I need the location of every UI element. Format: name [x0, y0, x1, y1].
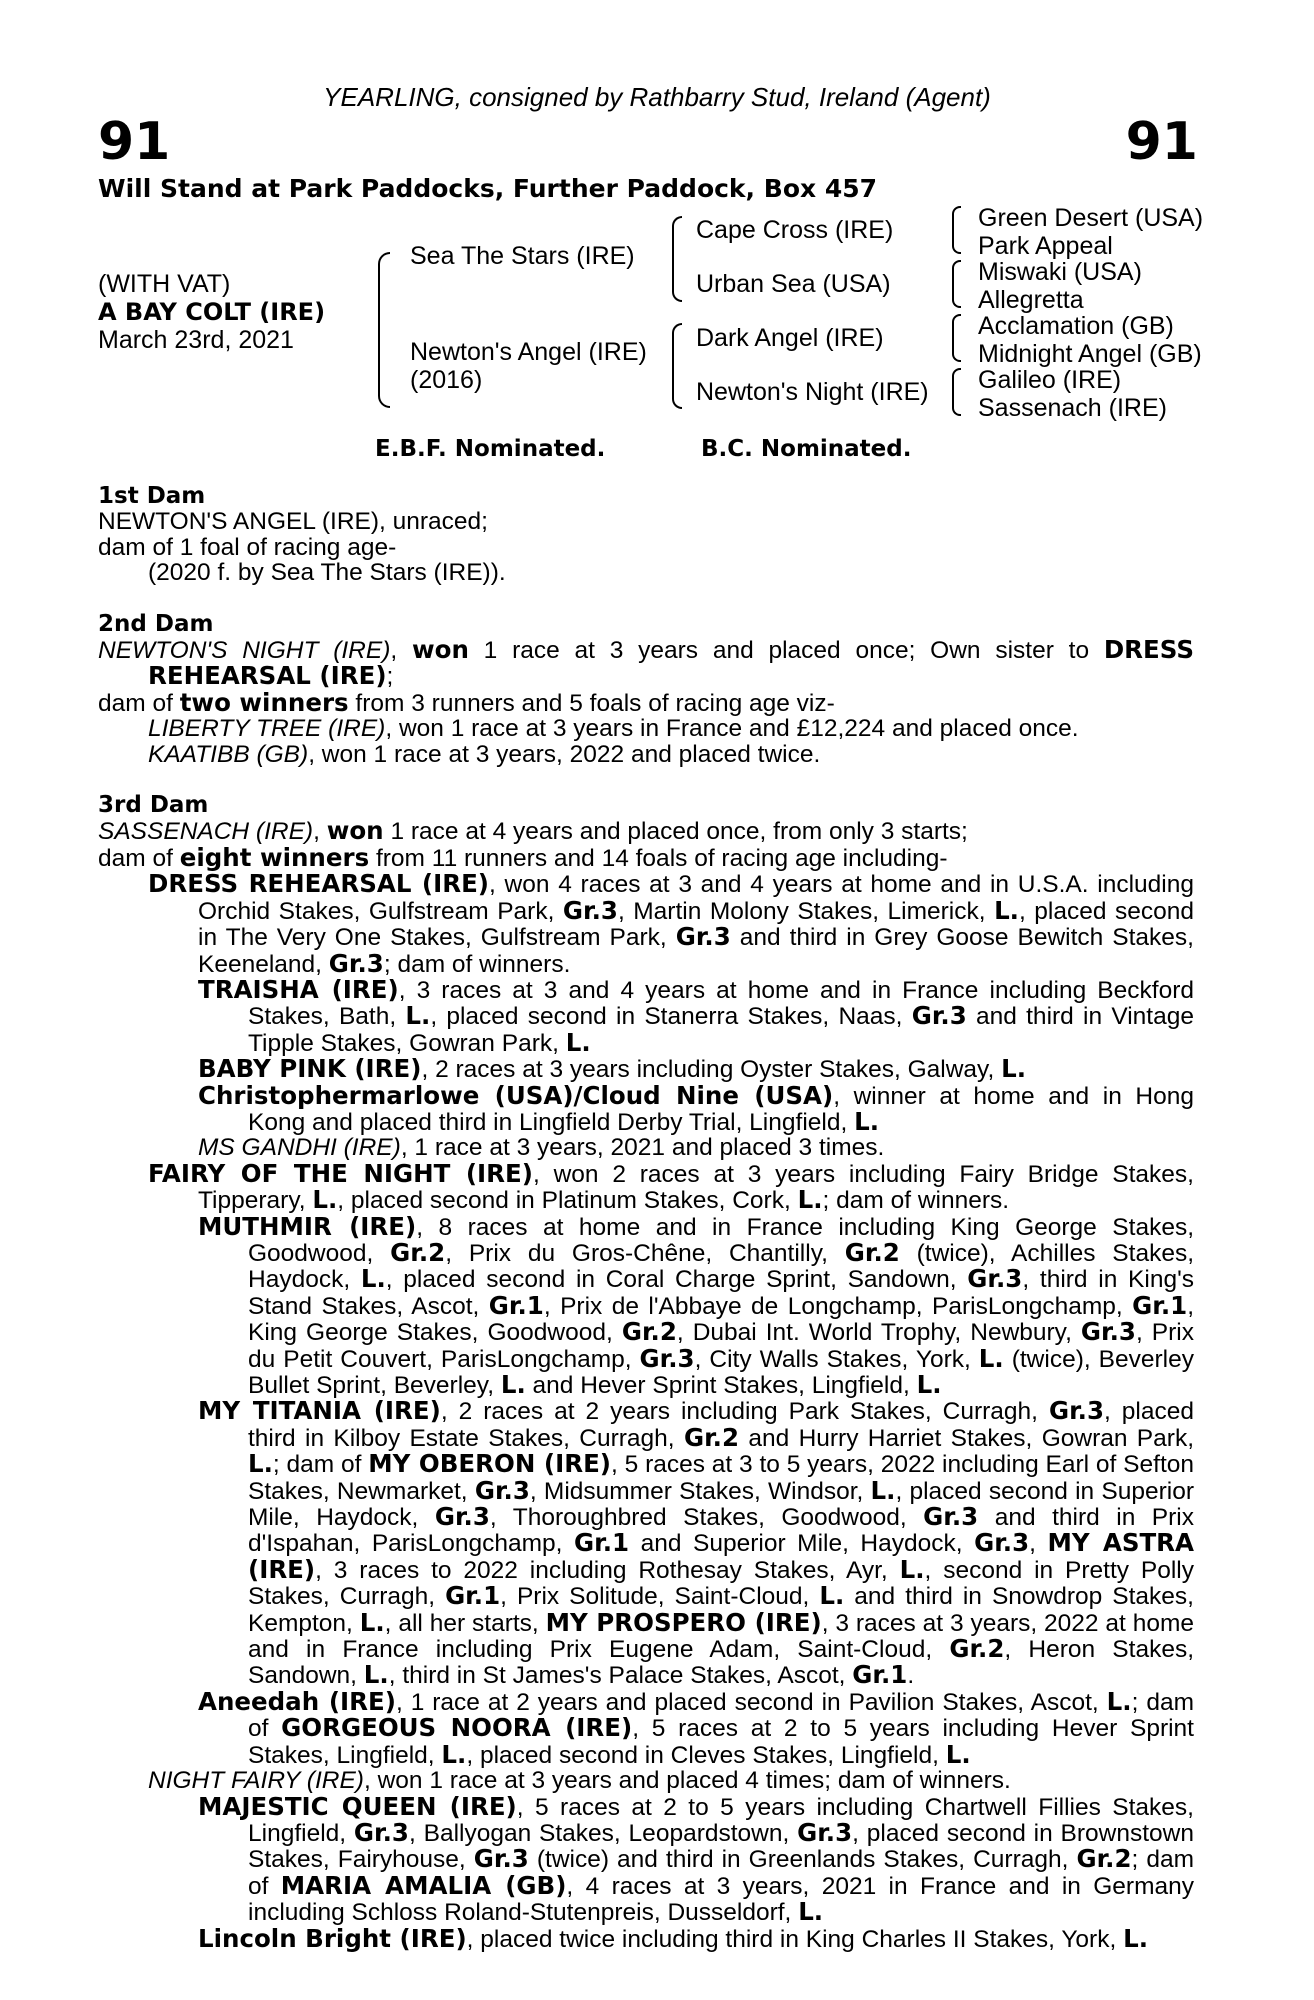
third-dam-entry: SASSENACH (IRE), won 1 race at 4 years and placed once, from only 3 starts; — [98, 816, 968, 846]
produce-night-fairy: NIGHT FAIRY (IRE), won 1 race at 3 years and placed 4 times; dam of winners. — [148, 1767, 1011, 1795]
second-dam-produce: dam of two winners from 3 runners and 5 foals of racing age viz- — [98, 687, 835, 717]
second-dam-heading: 2nd Dam — [98, 610, 214, 637]
produce-fairy-of-the-night: FAIRY OF THE NIGHT (IRE), won 2 races at 3 years including Fairy Bridge Stakes, Tipperary, L., placed second in Platinum Stakes, Cork, L.; dam of winners. — [148, 1158, 1194, 1215]
second-dam-entry: NEWTON'S NIGHT (IRE), won 1 race at 3 years and placed once; Own sister to DRESS REHEARSAL (IRE); — [98, 635, 1194, 691]
first-dam-entry: NEWTON'S ANGEL (IRE), unraced; dam of 1 foal of racing age- (2020 f. by Sea The Stars (IRE)). — [98, 508, 506, 587]
ebf-nomination: E.B.F. Nominated. — [375, 436, 606, 462]
gs-1: Green Desert (USA) — [978, 204, 1204, 232]
gs-5: Acclamation (GB) — [978, 312, 1174, 340]
bracket-3b — [952, 260, 961, 308]
gs-4: Allegretta — [978, 286, 1084, 314]
produce-baby-pink: BABY PINK (IRE), 2 races at 3 years including Oyster Stakes, Galway, L. — [198, 1054, 1027, 1084]
dam-sire: Dark Angel (IRE) — [696, 324, 884, 352]
produce-christophermarlowe: Christophermarlowe (USA)/Cloud Nine (USA), winner at home and in Hong Kong and placed third in Lingfield Derby Trial, Lingfield, L. — [198, 1080, 1194, 1136]
gs-7: Galileo (IRE) — [978, 366, 1122, 394]
produce-dress-rehearsal: DRESS REHEARSAL (IRE), won 4 races at 3 and 4 years at home and in U.S.A. including Orchid Stakes, Gulfstream Park, Gr.3, Martin Molony Stakes, Limerick, L., placed second in The Very One Stakes, Gulfstream Park, Gr.3 and third in Grey Goose Bewitch Stakes, Keeneland, Gr.3; dam of winners. — [148, 869, 1195, 978]
sire-sire: Cape Cross (IRE) — [696, 216, 894, 244]
vat-note: (WITH VAT) — [98, 270, 231, 298]
horse-name: A BAY COLT (IRE) — [98, 298, 326, 326]
foaling-date: March 23rd, 2021 — [98, 326, 294, 354]
consignor-line: YEARLING, consigned by Rathbarry Stud, Ireland (Agent) — [323, 82, 991, 112]
produce-my-titania: MY TITANIA (IRE), 2 races at 2 years including Park Stakes, Curragh, Gr.3, placed third in Kilboy Estate Stakes, Curragh, Gr.2 and Hurry Harriet Stakes, Gowran Park, L.; dam of MY OBERON (IRE), 5 races at 3 to 5 years, 2022 including Earl of Sefton Stakes, Newmarket, Gr.3, Midsummer Stakes, Windsor, L., placed second in Superior Mile, Haydock, Gr.3, Thoroughbred Stakes, Goodwood, Gr.3 and third in Prix d'Ispahan, ParisLongchamp, Gr.1 and Superior Mile, Haydock, Gr.3, MY ASTRA (IRE), 3 races to 2022 including Rothesay Stakes, Ayr, L., second in Pretty Polly Stakes, Curragh, Gr.1, Prix Solitude, Saint-Cloud, L. and third in Snowdrop Stakes, Kempton, L., all her starts, MY PROSPERO (IRE), 3 races at 3 years, 2022 at home and in France including Prix Eugene Adam, Saint-Cloud, Gr.2, Heron Stakes, Sandown, L., third in St James's Palace Stakes, Ascot, Gr.1. — [198, 1396, 1195, 1690]
produce-traisha: TRAISHA (IRE), 3 races at 3 and 4 years at home and in France including Beckford Stakes, Bath, L., placed second in Stanerra Stakes, Naas, Gr.3 and third in Vintage Tipple Stakes, Gowran Park, L. — [198, 974, 1194, 1057]
gs-2: Park Appeal — [978, 232, 1113, 260]
third-dam-produce: dam of eight winners from 11 runners and 14 foals of racing age including- — [98, 842, 948, 872]
first-dam-heading: 1st Dam — [98, 483, 206, 509]
produce-muthmir: MUTHMIR (IRE), 8 races at home and in France including King George Stakes, Goodwood, Gr.2, Prix du Gros-Chêne, Chantilly, Gr.2 (twice), Achilles Stakes, Haydock, L., placed second in Coral Charge Sprint, Sandown, Gr.3, third in King's Stand Stakes, Ascot, Gr.1, Prix de l'Abbaye de Longchamp, ParisLongchamp, Gr.1, King George Stakes, Goodwood, Gr.2, Dubai Int. World Trophy, Newbury, Gr.3, Prix du Petit Couvert, ParisLongchamp, Gr.3, City Walls Stakes, York, L. (twice), Beverley Bullet Sprint, Beverley, L. and Hever Sprint Stakes, Lingfield, L. — [198, 1211, 1195, 1399]
dam: Newton's Angel (IRE) — [410, 338, 647, 366]
third-dam-heading: 3rd Dam — [98, 792, 209, 819]
bracket-3c — [952, 314, 961, 362]
bracket-3d — [952, 368, 961, 416]
lot-number-left: 91 — [98, 112, 171, 172]
produce-record — [98, 484, 1194, 1952]
sire-dam: Urban Sea (USA) — [696, 270, 891, 298]
gs-6: Midnight Angel (GB) — [978, 340, 1202, 368]
produce-liberty-tree: LIBERTY TREE (IRE), won 1 race at 3 years in France and £12,224 and placed once. — [148, 715, 1079, 743]
produce-lincoln-bright: Lincoln Bright (IRE), placed twice including third in King Charles II Stakes, York, L. — [198, 1923, 1148, 1953]
produce-majestic-queen: MAJESTIC QUEEN (IRE), 5 races at 2 to 5 years including Chartwell Fillies Stakes, Lingfield, Gr.3, Ballyogan Stakes, Leopardstown, Gr.3, placed second in Brownstown Stakes, Fairyhouse, Gr.3 (twice) and third in Greenlands Stakes, Curragh, Gr.2; dam of MARIA AMALIA (GB), 4 races at 3 years, 2021 in France and in Germany including Schloss Roland-Stutenpreis, Dusseldorf, L. — [198, 1791, 1195, 1927]
produce-aneedah: Aneedah (IRE), 1 race at 2 years and placed second in Pavilion Stakes, Ascot, L.; dam of GORGEOUS NOORA (IRE), 5 races at 2 to 5 years including Hever Sprint Stakes, Lingfield, L., placed second in Cleves Stakes, Lingfield, L. — [198, 1686, 1194, 1769]
bc-nomination: B.C. Nominated. — [701, 436, 912, 462]
gs-3: Miswaki (USA) — [978, 258, 1142, 286]
dam-bracket — [672, 323, 682, 409]
sire-bracket — [672, 216, 682, 302]
stable-location: Will Stand at Park Paddocks, Further Paddock, Box 457 — [98, 174, 878, 203]
lot-number-right: 91 — [1125, 112, 1198, 172]
bracket-3a — [952, 206, 961, 254]
sire: Sea The Stars (IRE) — [410, 242, 635, 270]
gs-8: Sassenach (IRE) — [978, 394, 1167, 422]
dam-year: (2016) — [410, 366, 483, 394]
dam-dam: Newton's Night (IRE) — [696, 378, 929, 406]
produce-kaatibb: KAATIBB (GB), won 1 race at 3 years, 2022 and placed twice. — [148, 740, 821, 768]
produce-ms-gandhi: MS GANDHI (IRE), 1 race at 3 years, 2021 and placed 3 times. — [198, 1134, 885, 1162]
pedigree-bracket — [378, 252, 390, 408]
